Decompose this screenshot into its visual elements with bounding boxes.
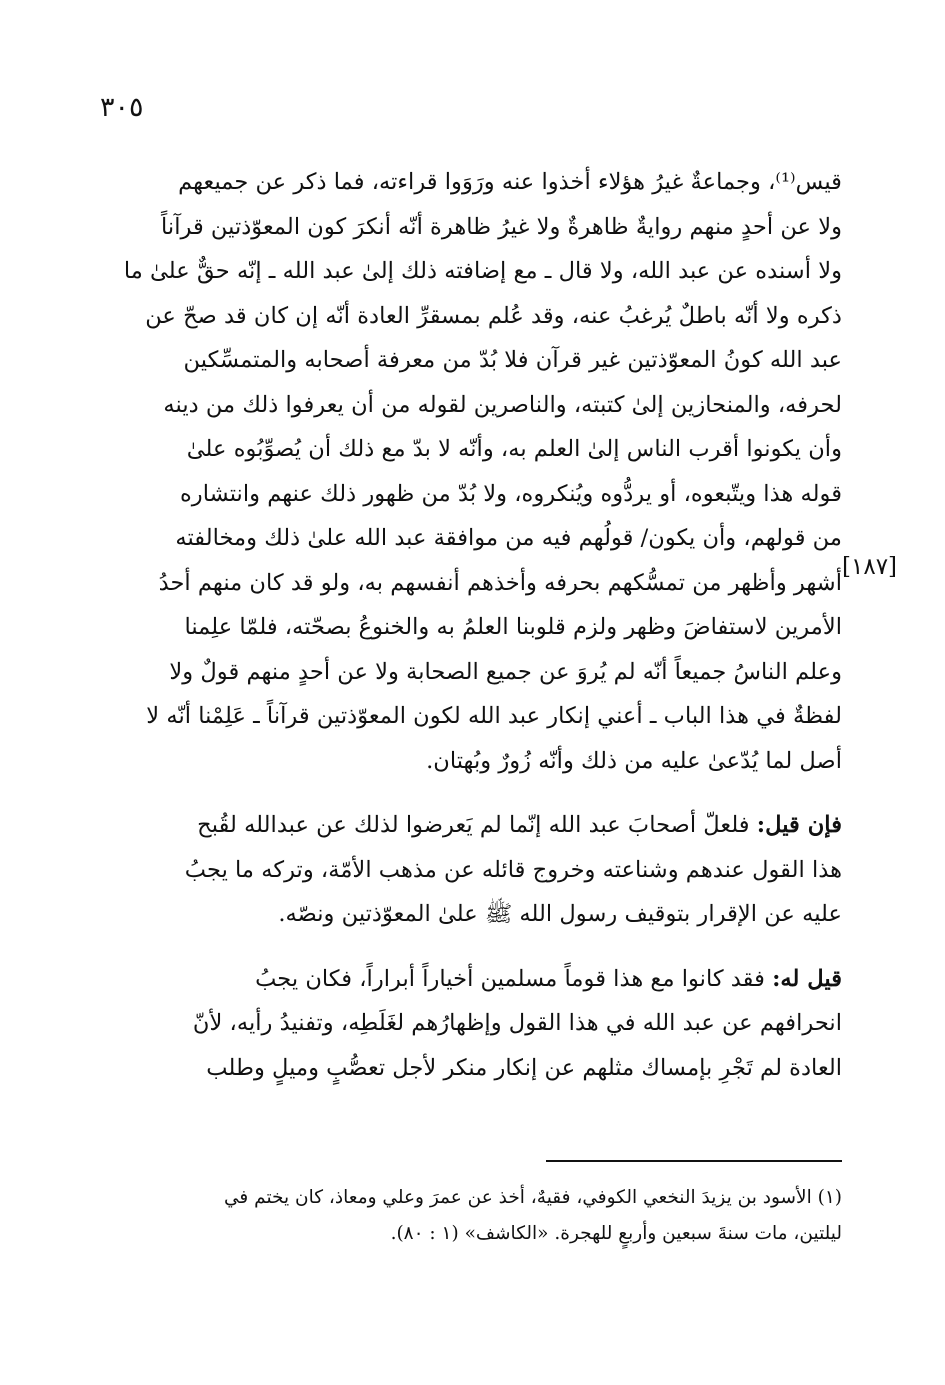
- footnote-separator: [546, 1160, 842, 1162]
- footnote-line: (١) الأسود بن يزيدَ النخعي الكوفي، فقيهٌ، أخذ عن عمرَ وعلي ومعاذ، كان يختم في: [224, 1187, 842, 1208]
- paragraph-lead: فإن قيل:: [756, 812, 842, 838]
- paragraph-spacer: [100, 783, 842, 803]
- text-line: [100, 803, 842, 848]
- text-line: وعلم الناسُ جميعاً أنّه لم يُروَ عن جميع الصحابة ولا عن أحدٍ منهم قولٌ ولا: [169, 658, 842, 685]
- text-line: وأن يكونوا أقرب الناس إلىٰ العلم به، وأنّه لا بدّ مع ذلك أن يُصوِّبُوه علىٰ: [186, 436, 842, 462]
- text-line: ولا أسنده عن عبد الله، ولا قال ـ مع إضافته ذلك إلىٰ عبد الله ـ إنّه حقٌّ علىٰ ما: [123, 258, 842, 284]
- paragraph-3: [100, 957, 842, 1091]
- text-line: قيس⁽¹⁾، وجماعةٌ غيرُ هؤلاء أخذوا عنه ورَوَوا قراءته، فما ذكر عن جميعهم: [178, 169, 842, 195]
- paragraph-lead: قيل له:: [772, 965, 842, 992]
- text-line: هذا القول عندهم وشناعته وخروج قائله عن مذهب الأمّة، وتركه ما يجبُ: [184, 856, 842, 883]
- paragraph-1: [100, 160, 842, 783]
- text-line-rest: فلعلّ أصحابَ عبد الله إنّما لم يَعرضوا لذلك عن عبدالله لقُبح: [197, 812, 750, 838]
- text-line: الأمرين لاستفاضَ وظهر ولزم قلوبنا العلمُ به والخنوعُ بصحّته، فلمّا علِمنا: [184, 614, 842, 640]
- paragraph-2: [100, 803, 842, 937]
- text-line: عليه عن الإقرار بتوقيف رسول الله ﷺ علىٰ المعوّذتين ونصّه.: [278, 901, 842, 927]
- text-line: العادة لم تَجْرِ بإمساك مثلهم عن إنكار منكر لأجل تعصُّبٍ وميلٍ وطلب: [206, 1054, 842, 1081]
- text-line: أشهر وأظهر من تمسُّكهم بحرفه وأخذهم أنفسهم به، ولو قد كان منهم أحدُ: [158, 569, 842, 596]
- text-line: عبد الله كونُ المعوّذتين غير قرآن فلا بُدّ من معرفة أصحابه والمتمسِّكين: [183, 347, 842, 373]
- footnote-line: ليلتين، مات سنةَ سبعين وأربعٍ للهجرة. «الكاشف» (١ : ٨٠).: [390, 1223, 842, 1244]
- text-line: قوله هذا ويتّبعوه، أو يردُّوه ويُنكروه، ولا بُدّ من ظهور ذلك عنهم وانتشاره: [179, 480, 842, 507]
- text-line-rest: فقد كانوا مع هذا قوماً مسلمين أخياراً أبراراً، فكان يجبُ: [255, 965, 765, 992]
- footnotes: [100, 1180, 842, 1252]
- text-line: ولا عن أحدٍ منهم روايةٌ ظاهرةٌ ولا غيرُ ظاهرة أنّه أنكرَ كون المعوّذتين قرآناً: [161, 213, 842, 240]
- text-line: انحرافهم عن عبد الله في هذا القول وإظهارُهم لغَلَطِه، وتفنيدُ رأيه، لأنّ: [192, 1010, 842, 1036]
- manuscript-folio-reference: [١٨٧]: [842, 554, 898, 580]
- text-line: أصل لما يُدّعىٰ عليه من ذلك وأنّه زُورٌ وبُهتان.: [426, 747, 842, 774]
- text-line: لحرفه، والمنحازين إلىٰ كتبته، والناصرين لقوله من أن يعرفوا ذلك من دينه: [163, 391, 842, 418]
- text-line: لفظةٌ في هذا الباب ـ أعني إنكار عبد الله لكون المعوّذتين قرآناً ـ عَلِمْنا أنّه لا: [146, 703, 842, 729]
- main-text: [100, 160, 842, 1090]
- paragraph-spacer: [100, 937, 842, 957]
- page-number: ٣٠٥: [100, 92, 144, 123]
- text-line: ذكره ولا أنّه باطلٌ يُرغبُ عنه، وقد عُلم بمسقرِّ العادة أنّه إن كان قد صحّ عن: [145, 302, 842, 329]
- text-line: من قولهم، وأن يكون/ قولُهم فيه من موافقة عبد الله علىٰ ذلك ومخالفته: [175, 525, 842, 551]
- text-line: [100, 957, 842, 1002]
